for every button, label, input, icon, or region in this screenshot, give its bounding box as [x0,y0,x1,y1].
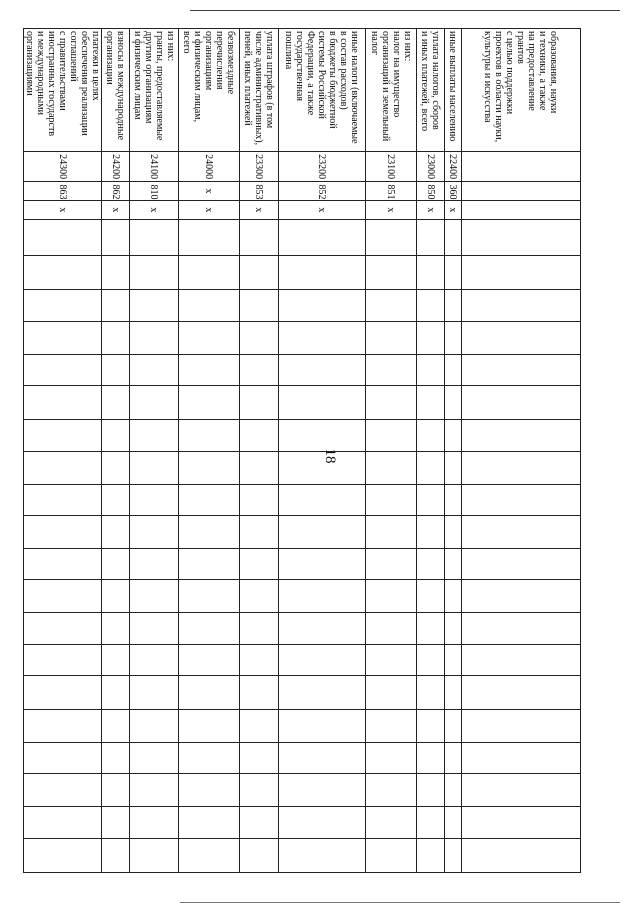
value-cell [240,839,279,873]
value-cell [102,807,130,839]
row-mark-cell: x [279,200,366,220]
value-cell [279,645,366,676]
value-cell [179,419,240,451]
value-cell [445,289,462,321]
value-cell [130,485,179,516]
value-cell [240,451,279,484]
row-code-cell: 23200 [279,151,366,182]
value-cell [279,807,366,839]
value-cell [130,256,179,289]
value-cell [366,386,417,419]
value-cell [179,549,240,580]
value-cell [445,549,462,580]
value-cell [179,645,240,676]
value-cell [102,321,130,354]
value-cell [102,579,130,612]
value-cell [417,289,445,321]
value-cell [240,485,279,516]
value-cell [445,321,462,354]
value-cell [24,807,102,839]
value-cell [445,515,462,548]
value-cell [102,773,130,806]
value-cell [366,773,417,806]
value-cell [279,839,366,873]
value-cell [102,676,130,709]
value-cell [102,220,130,256]
row-kosgu-cell: 810 [130,182,179,200]
value-cell [279,256,366,289]
value-cell [445,645,462,676]
value-cell [179,485,240,516]
value-cell [462,613,581,645]
value-cell [445,613,462,645]
value-cell [24,676,102,709]
row-code-cell: 22400 [445,151,462,182]
row-code-cell [462,151,581,182]
value-cell [102,419,130,451]
value-cell [417,709,445,742]
value-cell [462,451,581,484]
value-cell [279,579,366,612]
value-cell [279,743,366,774]
page-number: 18 [322,448,338,464]
value-cell [102,289,130,321]
value-cell [130,613,179,645]
value-cell [130,355,179,386]
table-row [102,29,130,873]
value-cell [24,613,102,645]
row-kosgu-cell: 862 [102,182,130,200]
row-mark-cell: x [366,200,417,220]
value-cell [366,709,417,742]
value-cell [130,773,179,806]
value-cell [462,256,581,289]
value-cell [417,807,445,839]
row-code-cell: 24300 [24,151,102,182]
value-cell [462,515,581,548]
value-cell [417,773,445,806]
value-cell [279,220,366,256]
value-cell [24,709,102,742]
value-cell [240,549,279,580]
value-cell [179,743,240,774]
value-cell [417,451,445,484]
row-kosgu-cell: 853 [240,182,279,200]
value-cell [24,355,102,386]
value-cell [366,839,417,873]
row-mark-cell: x [24,200,102,220]
table-row [417,29,445,873]
value-cell [130,289,179,321]
value-cell [279,613,366,645]
value-cell [240,386,279,419]
value-cell [130,386,179,419]
value-cell [417,645,445,676]
value-cell [417,485,445,516]
row-name-cell: уплата штрафов (в том числе административных), пеней, иных платежей [240,29,279,152]
value-cell [445,419,462,451]
row-kosgu-cell: 360 [445,182,462,200]
value-cell [130,807,179,839]
table-row [279,29,366,873]
row-code-cell: 24200 [102,151,130,182]
row-code-cell: 24000 [179,151,240,182]
row-mark-cell: x [240,200,279,220]
value-cell [179,579,240,612]
value-cell [179,289,240,321]
value-cell [179,839,240,873]
row-mark-cell: x [179,200,240,220]
value-cell [417,220,445,256]
value-cell [462,839,581,873]
value-cell [240,773,279,806]
row-code-cell: 23300 [240,151,279,182]
value-cell [130,451,179,484]
value-cell [279,709,366,742]
value-cell [462,419,581,451]
value-cell [240,613,279,645]
value-cell [240,807,279,839]
value-cell [417,355,445,386]
value-cell [130,321,179,354]
value-cell [366,807,417,839]
value-cell [462,709,581,742]
value-cell [366,645,417,676]
value-cell [445,386,462,419]
value-cell [445,743,462,774]
value-cell [445,355,462,386]
value-cell [240,289,279,321]
value-cell [102,256,130,289]
value-cell [179,773,240,806]
value-cell [445,451,462,484]
value-cell [366,485,417,516]
value-cell [179,386,240,419]
value-cell [24,743,102,774]
value-cell [366,549,417,580]
value-cell [462,485,581,516]
value-cell [179,321,240,354]
value-cell [462,807,581,839]
value-cell [102,355,130,386]
value-cell [179,807,240,839]
value-cell [279,485,366,516]
top-rule [190,10,620,11]
value-cell [417,839,445,873]
value-cell [240,220,279,256]
value-cell [417,579,445,612]
value-cell [445,839,462,873]
value-cell [462,355,581,386]
value-cell [462,549,581,580]
table-row [130,29,179,873]
value-cell [240,579,279,612]
row-kosgu-cell: x [179,182,240,200]
value-cell [102,451,130,484]
value-cell [462,645,581,676]
value-cell [24,419,102,451]
value-cell [130,839,179,873]
row-name-cell: иные выплаты населению [445,29,462,152]
value-cell [24,485,102,516]
value-cell [279,289,366,321]
value-cell [417,743,445,774]
value-cell [417,256,445,289]
value-cell [24,549,102,580]
row-mark-cell: x [417,200,445,220]
value-cell [445,579,462,612]
value-cell [240,645,279,676]
table-viewport [24,28,581,873]
value-cell [102,709,130,742]
value-cell [445,220,462,256]
value-cell [102,613,130,645]
value-cell [179,256,240,289]
value-cell [179,355,240,386]
value-cell [462,579,581,612]
value-cell [130,645,179,676]
row-name-cell: образования, науки и техники, а также на предоставление грантов с целью поддержки проектов в области науки, культуры и искусства [462,29,581,152]
value-cell [24,256,102,289]
value-cell [24,451,102,484]
value-cell [24,220,102,256]
row-name-cell: уплата налогов, сборов и иных платежей, всего [417,29,445,152]
value-cell [24,386,102,419]
value-cell [445,676,462,709]
value-cell [179,515,240,548]
table-row [462,29,581,873]
row-code-cell: 23000 [417,151,445,182]
value-cell [366,579,417,612]
value-cell [462,220,581,256]
value-cell [417,515,445,548]
row-mark-cell: x [102,200,130,220]
value-cell [445,773,462,806]
value-cell [417,676,445,709]
value-cell [130,220,179,256]
value-cell [240,743,279,774]
value-cell [179,613,240,645]
value-cell [240,256,279,289]
value-cell [240,355,279,386]
value-cell [279,549,366,580]
table-row [24,29,102,873]
budget-table [23,28,581,873]
row-name-cell: из них: гранты, предоставляемые другим организациям и физическим лицам [130,29,179,152]
value-cell [24,515,102,548]
value-cell [179,451,240,484]
value-cell [366,515,417,548]
value-cell [102,743,130,774]
value-cell [102,645,130,676]
value-cell [366,256,417,289]
value-cell [102,485,130,516]
value-cell [179,709,240,742]
value-cell [24,321,102,354]
value-cell [279,386,366,419]
value-cell [279,773,366,806]
row-name-cell: платежи в целях обеспечения реализации соглашений с правительствами иностранных государств и международными организациями [24,29,102,152]
value-cell [366,419,417,451]
value-cell [417,613,445,645]
row-name-cell: безвозмездные перечисления организациям и физическим лицам, всего [179,29,240,152]
value-cell [102,549,130,580]
value-cell [24,839,102,873]
value-cell [366,355,417,386]
value-cell [462,386,581,419]
value-cell [179,220,240,256]
value-cell [130,743,179,774]
table-row [445,29,462,873]
row-mark-cell: x [130,200,179,220]
value-cell [240,709,279,742]
value-cell [130,515,179,548]
value-cell [24,579,102,612]
value-cell [462,289,581,321]
value-cell [366,289,417,321]
table-row [240,29,279,873]
value-cell [240,419,279,451]
row-kosgu-cell: 852 [279,182,366,200]
value-cell [179,676,240,709]
row-mark-cell [462,200,581,220]
value-cell [366,321,417,354]
value-cell [279,355,366,386]
value-cell [417,419,445,451]
table-row [179,29,240,873]
value-cell [130,419,179,451]
value-cell [279,321,366,354]
row-name-cell: взносы в международные организации [102,29,130,152]
value-cell [279,515,366,548]
value-cell [462,743,581,774]
value-cell [279,419,366,451]
value-cell [366,220,417,256]
value-cell [240,676,279,709]
row-kosgu-cell: 850 [417,182,445,200]
row-name-cell: из них: налог на имущество организаций и земельный налог [366,29,417,152]
value-cell [417,321,445,354]
value-cell [102,839,130,873]
value-cell [102,515,130,548]
value-cell [24,773,102,806]
value-cell [462,676,581,709]
value-cell [445,256,462,289]
table-row [366,29,417,873]
value-cell [24,645,102,676]
value-cell [130,676,179,709]
value-cell [130,709,179,742]
value-cell [366,451,417,484]
value-cell [102,386,130,419]
value-cell [366,743,417,774]
value-cell [366,613,417,645]
row-name-cell: иные налоги (включаемые в состав расходов) в бюджеты бюджетной системы Российской Федерации, а также государственная пошлина [279,29,366,152]
value-cell [417,549,445,580]
value-cell [462,773,581,806]
row-kosgu-cell: 851 [366,182,417,200]
row-kosgu-cell [462,182,581,200]
row-code-cell: 24100 [130,151,179,182]
value-cell [445,485,462,516]
value-cell [417,386,445,419]
value-cell [445,709,462,742]
value-cell [445,807,462,839]
value-cell [279,451,366,484]
value-cell [279,676,366,709]
bottom-rule [180,902,620,903]
value-cell [240,515,279,548]
value-cell [130,549,179,580]
rotated-sheet [24,28,581,873]
row-code-cell: 23100 [366,151,417,182]
value-cell [366,676,417,709]
value-cell [462,321,581,354]
value-cell [24,289,102,321]
row-kosgu-cell: 863 [24,182,102,200]
value-cell [130,579,179,612]
row-mark-cell: x [445,200,462,220]
value-cell [240,321,279,354]
